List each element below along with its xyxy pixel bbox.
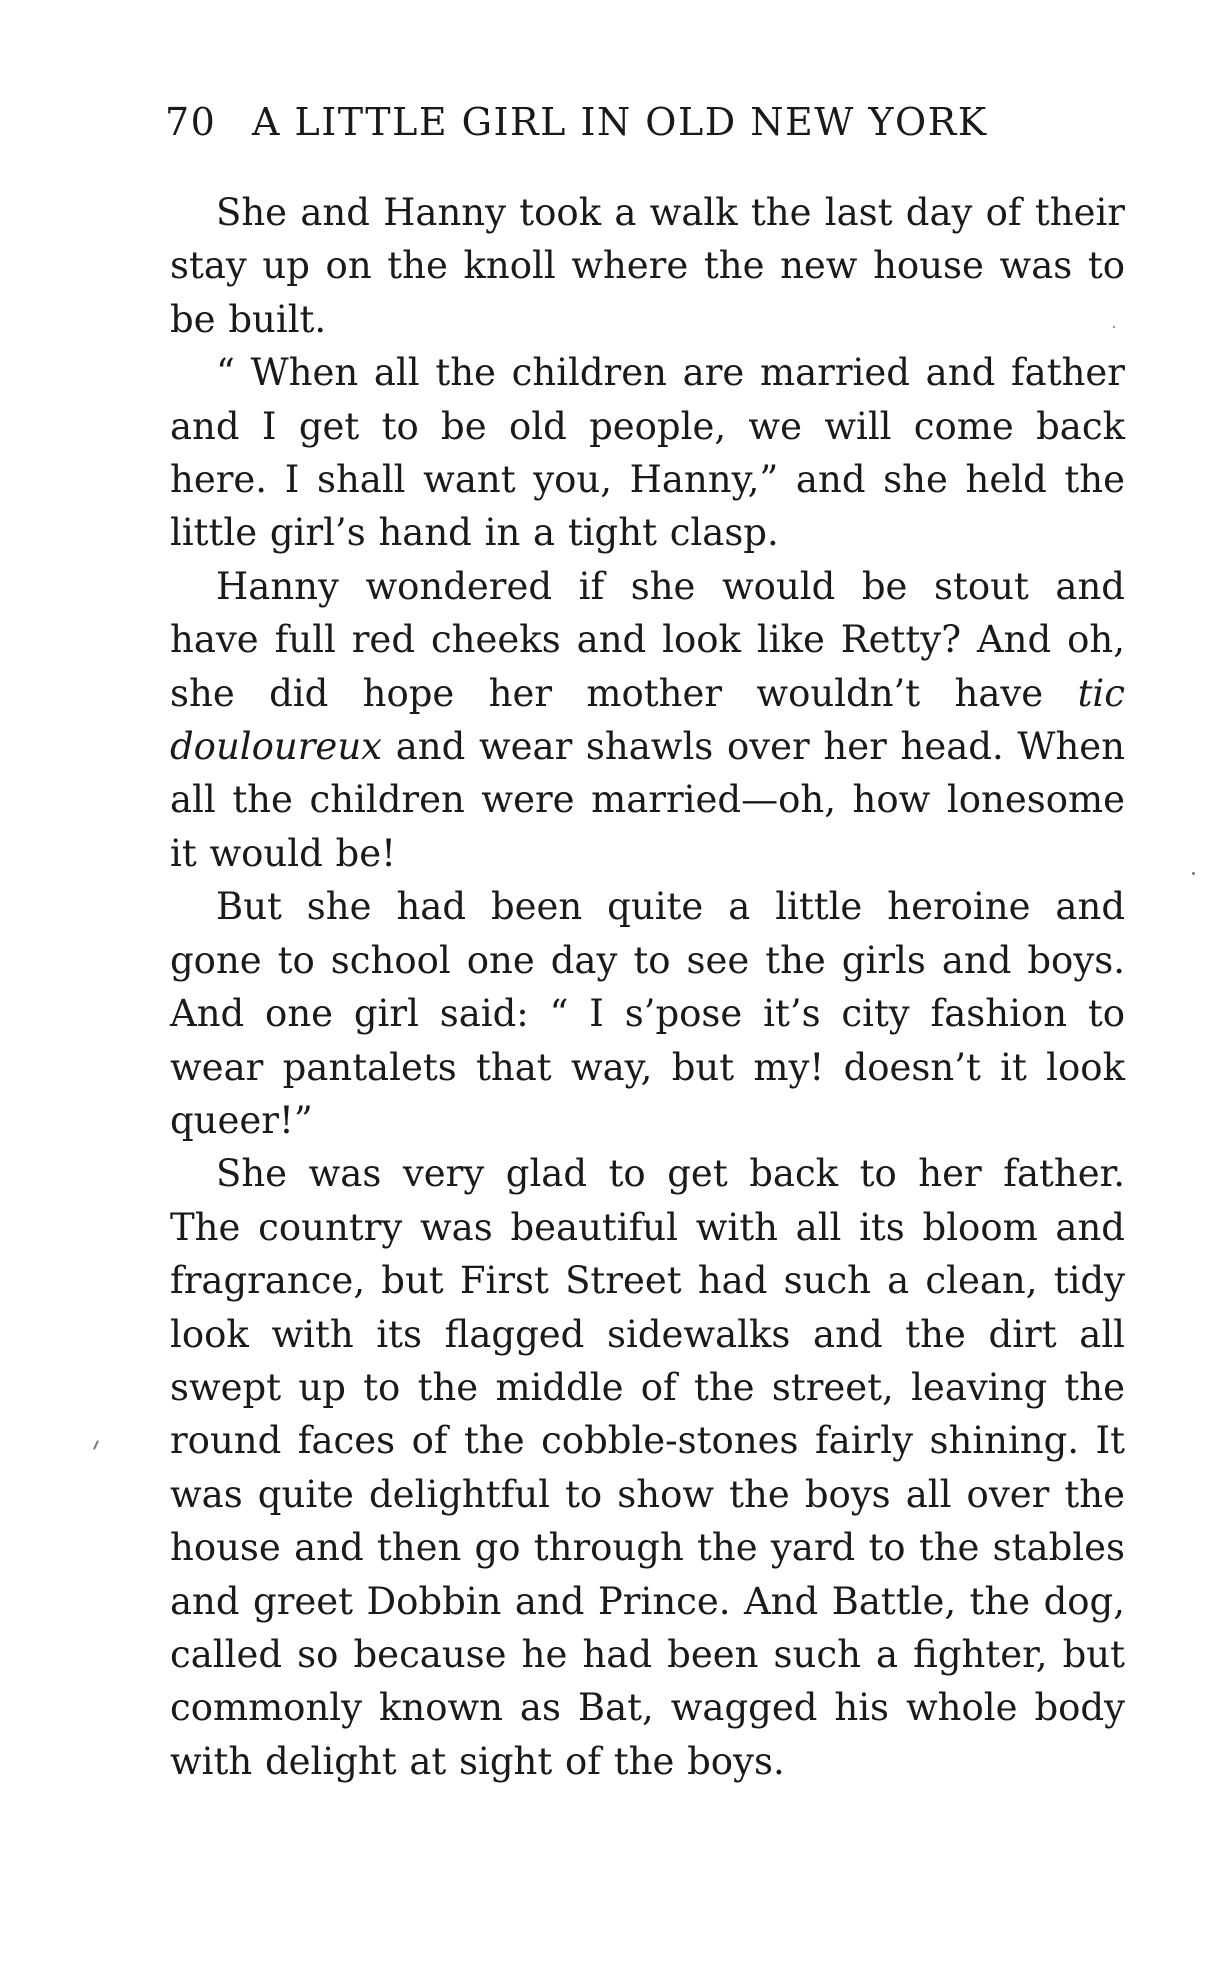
paragraph-3-text-start: Hanny wondered if she would be stout and have full red cheeks and look like Retty? And oh, she did hope her mother wouldn’t have [170, 564, 1125, 715]
paragraph-3 [170, 560, 1125, 880]
body-text [170, 186, 1125, 1788]
running-header [165, 92, 1045, 152]
scan-speck [93, 1440, 99, 1450]
paragraph-3-text-end: and wear shawls over her head. When all the children were married—oh, how lonesome it would be! [170, 725, 1125, 875]
paragraph-2: “ When all the children are married and father and I get to be old people, we will come back here. I shall want you, Hanny,” and she held the little girl’s hand in a tight clasp. [170, 351, 1125, 555]
page-number: 70 [165, 100, 217, 144]
paragraph-1: She and Hanny took a walk the last day of their stay up on the knoll where the new house was to be built. [170, 191, 1125, 341]
scan-speck [1113, 326, 1115, 328]
running-title: A LITTLE GIRL IN OLD NEW YORK [251, 100, 988, 144]
scan-speck [1192, 872, 1195, 875]
paragraph-4: But she had been quite a little heroine and gone to school one day to see the girls and boys. And one girl said: “ I s’pose it’s city fashion to wear pantalets that way, but my! doesn’t it look queer!” [170, 885, 1125, 1142]
paragraph-5: She was very glad to get back to her father. The country was beautiful with all its bloom and fragrance, but First Street had such a clean, tidy look with its flagged sidewalks and the dirt all swept up to the middle of the street, leaving the round faces of the cobble-stones fairly shining. It was quite delightful to show the boys all over the house and then go through the yard to the stables and greet Dobbin and Prince. And Battle, the dog, called so because he had been such a fighter, but commonly known as Bat, wagged his whole body with delight at sight of the boys. [170, 1152, 1125, 1783]
italic-term: tic douloureux [170, 671, 1125, 769]
